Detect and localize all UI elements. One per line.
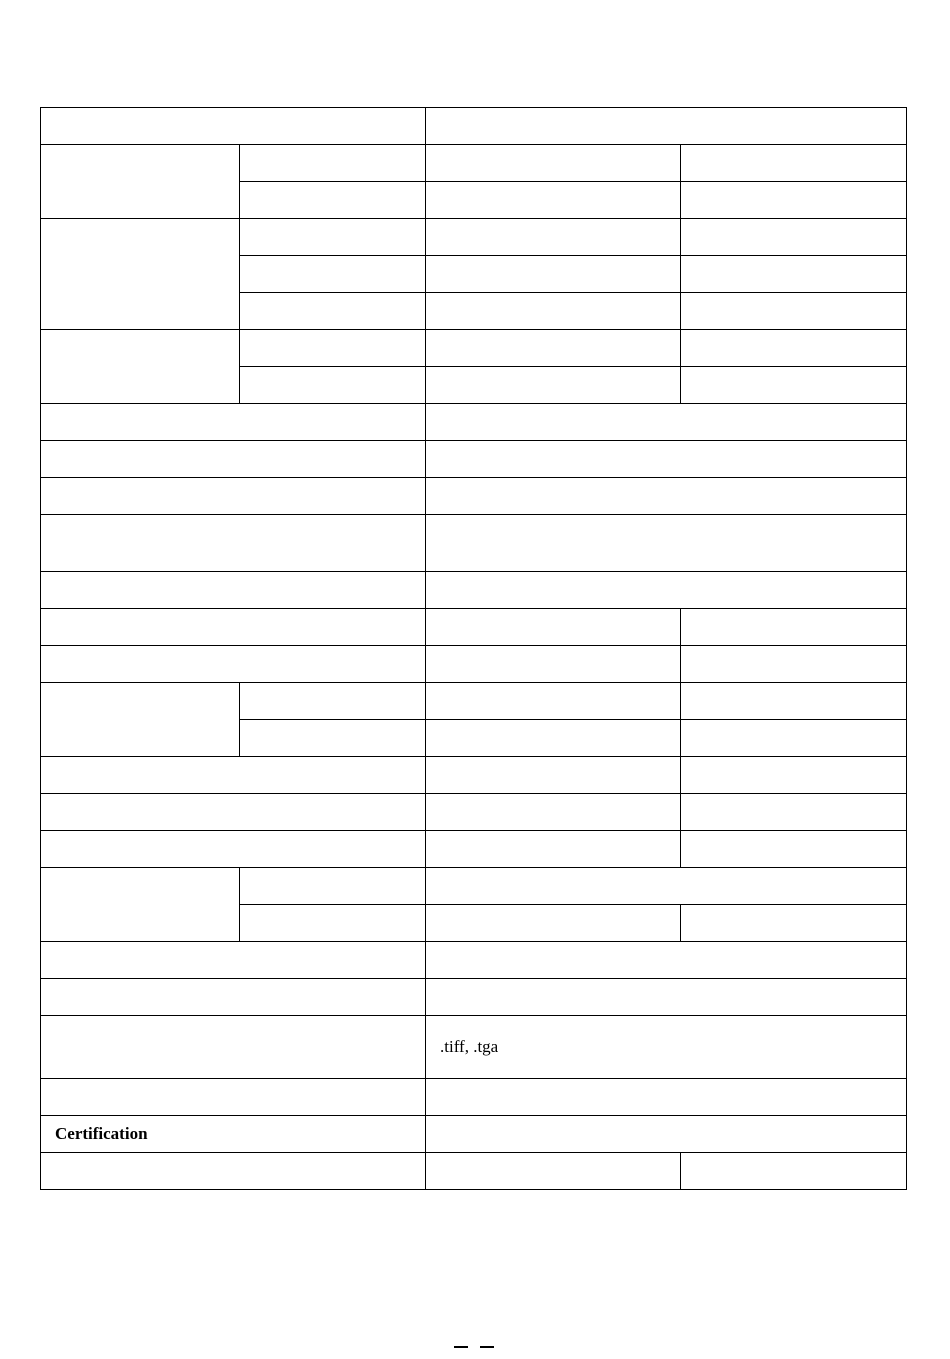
table-row <box>41 515 907 572</box>
spec-value-cell <box>681 831 907 868</box>
page-footer-marks <box>454 1343 496 1349</box>
spec-value-cell <box>426 683 681 720</box>
table-row <box>41 441 907 478</box>
spec-value-cell <box>426 1079 907 1116</box>
spec-label-cell <box>41 441 426 478</box>
spec-sublabel-cell <box>240 905 426 942</box>
spec-value-cell <box>426 979 907 1016</box>
spec-value-cell <box>681 609 907 646</box>
spec-label-cell <box>41 1016 426 1079</box>
spec-group-cell <box>41 330 240 404</box>
table-row <box>41 478 907 515</box>
spec-value-cell <box>681 145 907 182</box>
spec-group-cell <box>41 219 240 330</box>
spec-sublabel-cell <box>240 868 426 905</box>
spec-label-cell <box>41 609 426 646</box>
spec-value-cell <box>426 478 907 515</box>
spec-value-cell <box>426 367 681 404</box>
spec-value-cell <box>681 683 907 720</box>
spec-value-cell <box>681 256 907 293</box>
spec-value-cell <box>426 831 681 868</box>
footer-dash <box>480 1346 494 1348</box>
spec-label-cell <box>41 831 426 868</box>
spec-value-cell <box>426 1153 681 1190</box>
spec-label-cell <box>41 979 426 1016</box>
spec-value-cell <box>426 182 681 219</box>
certification-label: Certification <box>41 1116 426 1153</box>
spec-value-cell <box>426 609 681 646</box>
spec-sublabel-cell <box>240 367 426 404</box>
table-row <box>41 609 907 646</box>
spec-value-cell <box>426 905 681 942</box>
spec-label-cell <box>41 942 426 979</box>
spec-value-cell <box>426 572 907 609</box>
spec-sublabel-cell <box>240 145 426 182</box>
footer-dash <box>454 1346 468 1348</box>
spec-label-cell <box>41 646 426 683</box>
spec-sublabel-cell <box>240 293 426 330</box>
spec-value-cell <box>681 182 907 219</box>
spec-label-cell <box>41 1153 426 1190</box>
spec-group-cell <box>41 868 240 942</box>
spec-value-cell <box>426 108 907 145</box>
table-row <box>41 404 907 441</box>
spec-label-cell <box>41 572 426 609</box>
table-row <box>41 108 907 145</box>
spec-value-cell <box>681 720 907 757</box>
spec-sublabel-cell <box>240 720 426 757</box>
spec-sublabel-cell <box>240 256 426 293</box>
spec-label-cell <box>41 108 426 145</box>
spec-value-cell <box>426 330 681 367</box>
spec-value-cell <box>681 1153 907 1190</box>
spec-value-cell <box>426 794 681 831</box>
spec-value-cell <box>681 293 907 330</box>
spec-value-cell <box>426 720 681 757</box>
spec-sublabel-cell <box>240 219 426 256</box>
table-row <box>41 757 907 794</box>
spec-label-cell <box>41 478 426 515</box>
table-row <box>41 1016 907 1079</box>
table-row <box>41 1116 907 1153</box>
spec-table <box>40 107 907 1190</box>
table-row <box>41 942 907 979</box>
spec-value-cell <box>681 330 907 367</box>
table-row <box>41 794 907 831</box>
spec-value-cell <box>426 145 681 182</box>
spec-label-cell <box>41 1079 426 1116</box>
spec-label-cell <box>41 404 426 441</box>
spec-value-cell <box>426 293 681 330</box>
spec-group-cell <box>41 683 240 757</box>
spec-value-cell <box>681 646 907 683</box>
table-row <box>41 1153 907 1190</box>
spec-value-cell <box>426 868 907 905</box>
table-row <box>41 145 907 182</box>
spec-value-cell <box>426 942 907 979</box>
spec-group-cell <box>41 145 240 219</box>
table-row <box>41 572 907 609</box>
spec-value-cell <box>426 757 681 794</box>
spec-value-cell <box>681 794 907 831</box>
spec-value-cell <box>681 367 907 404</box>
spec-sublabel-cell <box>240 683 426 720</box>
table-row <box>41 683 907 720</box>
spec-label-cell <box>41 757 426 794</box>
table-row <box>41 330 907 367</box>
table-row <box>41 646 907 683</box>
spec-value-cell <box>426 515 907 572</box>
spec-value-cell <box>681 219 907 256</box>
image-formats-value: .tiff, .tga <box>426 1016 907 1079</box>
certification-value <box>426 1116 907 1153</box>
spec-sublabel-cell <box>240 330 426 367</box>
table-row <box>41 868 907 905</box>
spec-value-cell <box>681 757 907 794</box>
spec-sublabel-cell <box>240 182 426 219</box>
spec-value-cell <box>426 646 681 683</box>
spec-label-cell <box>41 794 426 831</box>
spec-value-cell <box>681 905 907 942</box>
table-row <box>41 219 907 256</box>
table-row <box>41 979 907 1016</box>
spec-value-cell <box>426 441 907 478</box>
spec-value-cell <box>426 404 907 441</box>
spec-value-cell <box>426 219 681 256</box>
table-row <box>41 831 907 868</box>
table-row <box>41 1079 907 1116</box>
spec-value-cell <box>426 256 681 293</box>
spec-label-cell <box>41 515 426 572</box>
